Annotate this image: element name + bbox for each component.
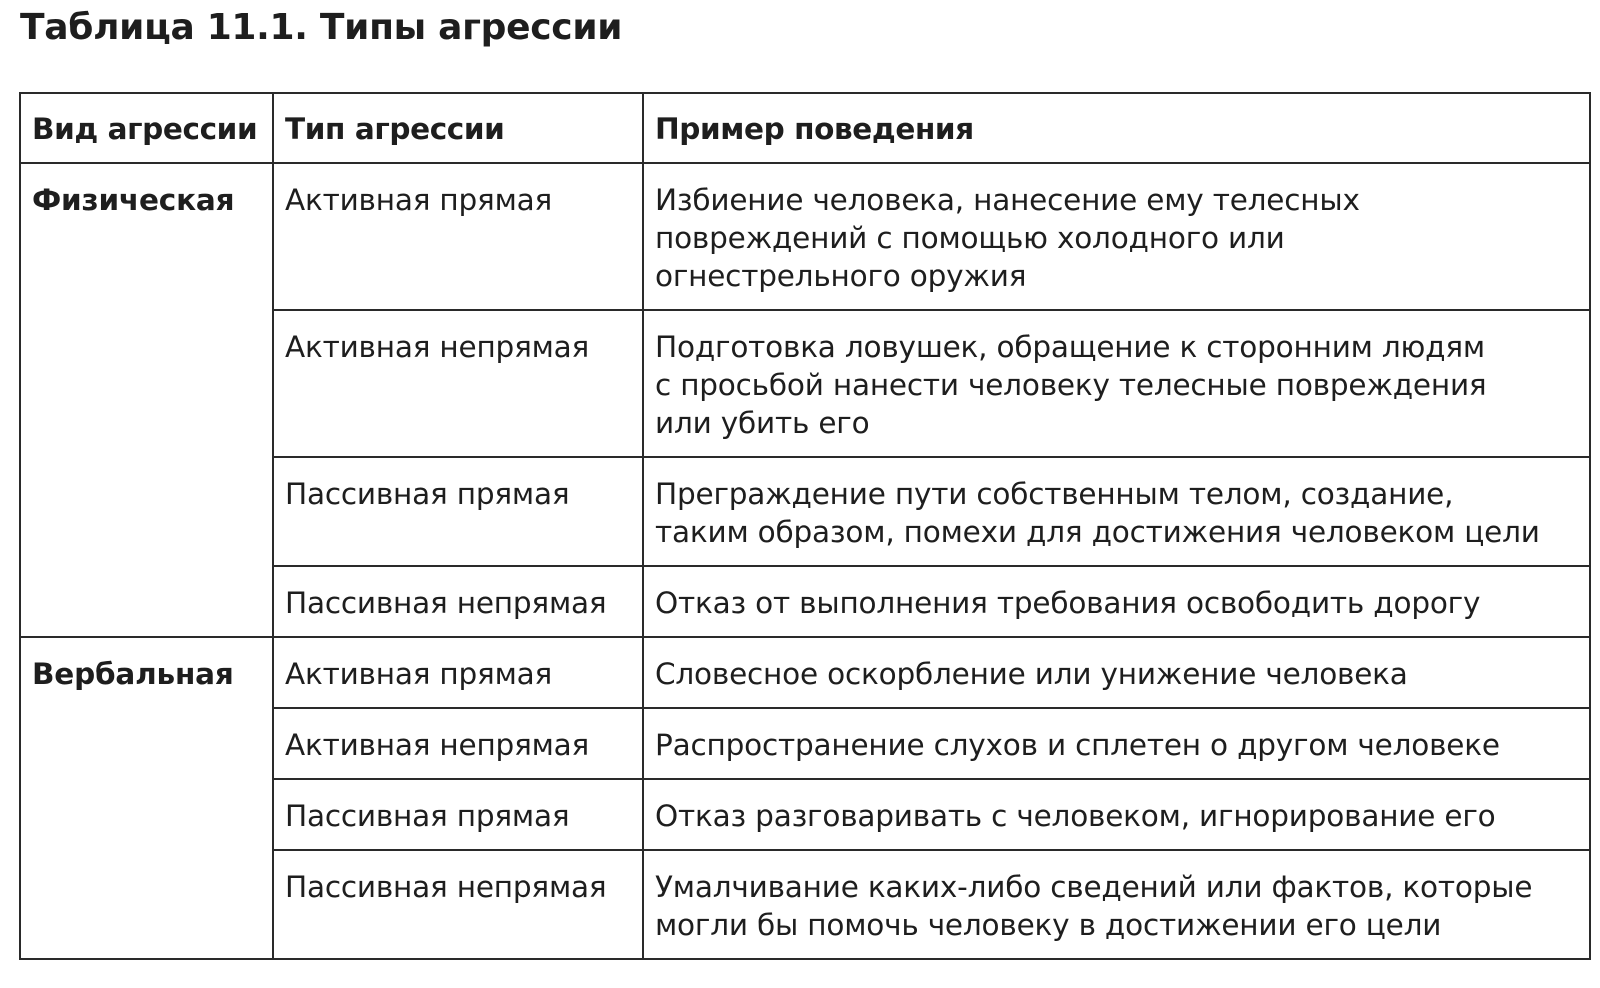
example-line: таким образом, помехи для достижения человеком цели bbox=[655, 515, 1540, 549]
type-cell: Активная прямая bbox=[273, 163, 643, 310]
column-header-type: Тип агрессии bbox=[273, 93, 643, 163]
kind-cell-verbal: Вербальная bbox=[20, 637, 273, 959]
example-line: могли бы помочь человеку в достижении его цели bbox=[655, 908, 1442, 942]
aggression-types-table bbox=[19, 92, 1591, 960]
column-header-kind: Вид агрессии bbox=[20, 93, 273, 163]
type-cell: Пассивная прямая bbox=[273, 779, 643, 850]
table-title: Таблица 11.1. Типы агрессии bbox=[20, 7, 623, 48]
example-line: Умалчивание каких-либо сведений или фактов, которые bbox=[655, 870, 1533, 904]
example-line: Отказ разговаривать с человеком, игнорирование его bbox=[655, 799, 1496, 833]
type-cell: Активная прямая bbox=[273, 637, 643, 708]
example-line: Словесное оскорбление или унижение человека bbox=[655, 657, 1408, 691]
example-cell bbox=[643, 637, 1590, 708]
type-cell: Пассивная непрямая bbox=[273, 566, 643, 637]
example-line: огнестрельного оружия bbox=[655, 259, 1027, 293]
example-line: Преграждение пути собственным телом, создание, bbox=[655, 477, 1454, 511]
example-line: Отказ от выполнения требования освободить дорогу bbox=[655, 586, 1481, 620]
type-cell: Активная непрямая bbox=[273, 310, 643, 457]
example-cell bbox=[643, 457, 1590, 566]
example-line: с просьбой нанести человеку телесные повреждения bbox=[655, 368, 1487, 402]
header-row bbox=[20, 93, 1590, 163]
column-header-example: Пример поведения bbox=[643, 93, 1590, 163]
kind-cell-physical: Физическая bbox=[20, 163, 273, 637]
type-cell: Пассивная непрямая bbox=[273, 850, 643, 959]
example-cell bbox=[643, 850, 1590, 959]
table-row bbox=[20, 637, 1590, 708]
example-cell bbox=[643, 566, 1590, 637]
example-cell bbox=[643, 310, 1590, 457]
type-cell: Активная непрямая bbox=[273, 708, 643, 779]
example-cell bbox=[643, 708, 1590, 779]
table-row bbox=[20, 163, 1590, 310]
type-cell: Пассивная прямая bbox=[273, 457, 643, 566]
example-line: Подготовка ловушек, обращение к сторонним людям bbox=[655, 330, 1485, 364]
example-line: или убить его bbox=[655, 406, 870, 440]
example-cell bbox=[643, 163, 1590, 310]
example-line: повреждений с помощью холодного или bbox=[655, 221, 1285, 255]
example-cell bbox=[643, 779, 1590, 850]
example-line: Избиение человека, нанесение ему телесных bbox=[655, 183, 1360, 217]
example-line: Распространение слухов и сплетен о другом человеке bbox=[655, 728, 1500, 762]
